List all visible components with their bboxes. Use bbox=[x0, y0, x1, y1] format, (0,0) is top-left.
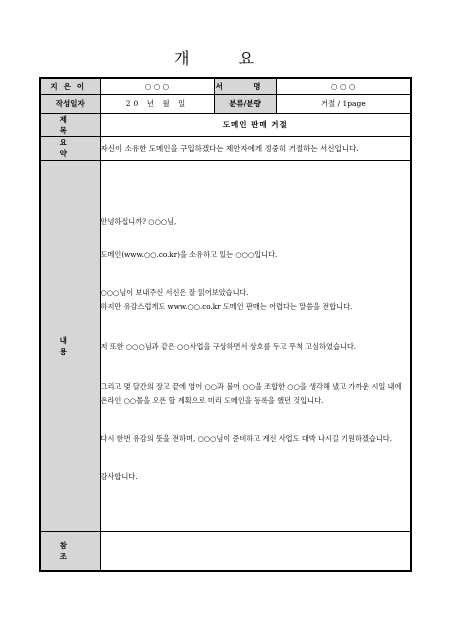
body-paragraph: 감사합니다. bbox=[100, 472, 138, 481]
summary-value: 자신이 소유한 도메인을 구입하겠다는 제안자에게 정중히 거절하는 서신입니다. bbox=[100, 136, 411, 160]
author-value: ○ ○ ○ bbox=[100, 78, 214, 94]
subject-value: 도메인 판매 거절 bbox=[100, 113, 411, 136]
category-value: 거절 / 1page bbox=[276, 94, 411, 113]
author-row bbox=[40, 78, 411, 94]
date-value: 20 년 월 일 bbox=[100, 94, 214, 113]
content-label: 내 용 bbox=[40, 160, 100, 531]
body-paragraph: ○○○님이 보내주신 서신은 잘 읽어보았습니다. bbox=[100, 288, 249, 297]
page-title: 개 요 bbox=[174, 49, 276, 68]
body-paragraph: 저 또한 ○○○님과 같은 ○○사업을 구상하면서 상호를 두고 무척 고심하였습니다. bbox=[100, 342, 357, 351]
subject-label: 제 목 bbox=[40, 113, 100, 136]
body-paragraph: 도메인(www.○○.co.kr)을 소유하고 있는 ○○○입니다. bbox=[100, 250, 278, 259]
content-row bbox=[40, 160, 411, 531]
body-paragraph: 하지만 유감스럽게도 www.○○.co.kr 도메인 판매는 어렵다는 말씀을 전합니다. bbox=[100, 302, 353, 311]
author-label: 지은이 bbox=[40, 78, 100, 94]
document-form-table bbox=[39, 77, 412, 572]
body-paragraph: 다시 한번 유감의 뜻을 전하며, ○○○님이 준비하고 계신 사업도 대박 나시길 기원하겠습니다. bbox=[100, 434, 393, 443]
signature-label: 서 명 bbox=[214, 78, 276, 94]
reference-label: 참 조 bbox=[40, 531, 100, 571]
category-label: 분류/분량 bbox=[214, 94, 276, 113]
reference-value bbox=[100, 531, 411, 571]
body-paragraph: 안녕하십니까? ○○○님, bbox=[100, 217, 177, 226]
signature-value: ○ ○ ○ bbox=[276, 78, 411, 94]
content-body bbox=[100, 160, 411, 531]
summary-row bbox=[40, 136, 411, 160]
summary-label: 요 약 bbox=[40, 136, 100, 160]
reference-row bbox=[40, 531, 411, 571]
date-row bbox=[40, 94, 411, 113]
date-label: 작성일자 bbox=[40, 94, 100, 113]
body-paragraph: 그리고 몇 달간의 장고 끝에 영어 ○○과 불어 ○○을 조합한 ○○을 생각해 냈고 가까운 시일 내에 온라인 ○○몰을 오픈 할 계획으로 미리 도메인을 등록을 했던 것입니다. bbox=[100, 382, 402, 405]
subject-row bbox=[40, 113, 411, 136]
